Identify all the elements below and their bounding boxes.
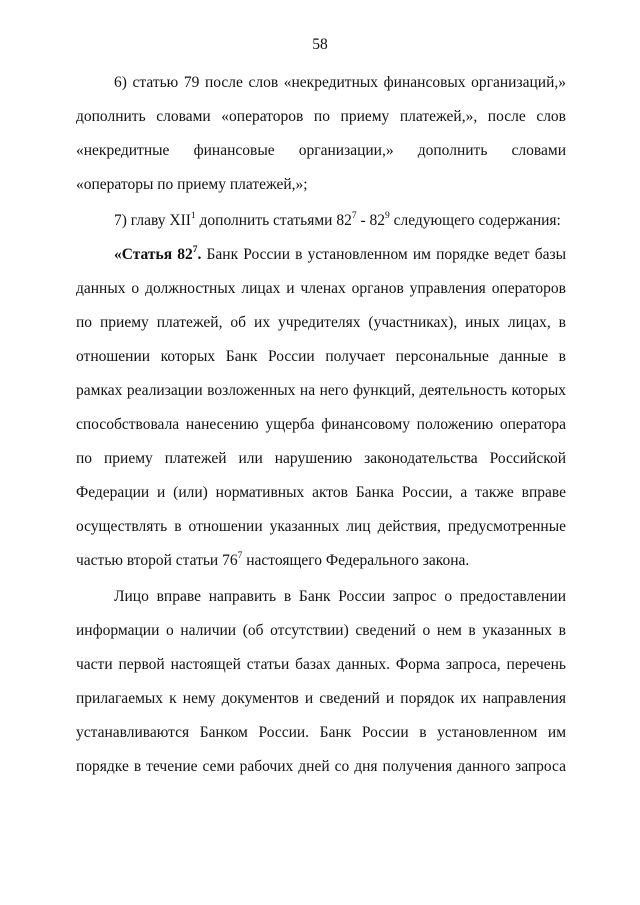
article-title-superscript: 7 — [192, 244, 198, 255]
document-body — [76, 66, 566, 784]
page-number: 58 — [312, 36, 328, 53]
article-body: Банк России в установленном им порядке ведет базы данных о должностных лицах и членах органов управления операторов по приему платежей, об их учредителях (участниках), иных лицах, в отношении которых Банк России получает персональные данные в рамках реализации возложенных на него функций, деятельность которых способствовала нанесению ущерба финансовому положению оператора по приему платежей или нарушению законодательства Российской Федерации и (или) нормативных актов Банка России, а также вправе осуществлять в отношении указанных лиц действия, предусмотренные частью второй статьи 76 — [76, 246, 566, 569]
article-end-superscript: 9 — [385, 210, 390, 221]
second-paragraph: Лицо вправе направить в Банк России запрос о предоставлении информации о наличии (об отсутствии) сведений о нем в указанных в части первой настоящей статьи базах данных. Форма запроса, перечень прилагаемых к нему документов и сведений и порядок их направления устанавливаются Банком России. Банк России в установленном им порядке в течение семи рабочих дней со дня получения данного запроса — [76, 588, 566, 775]
item-6-paragraph: 6) статью 79 после слов «некредитных финансовых организаций,» дополнить словами «операторов по приему платежей,», после слов «некредитные финансовые организации,» дополнить словами «операторы по приему платежей,»; — [76, 74, 566, 193]
article-start-superscript: 7 — [351, 210, 357, 221]
item-7-paragraph — [76, 204, 566, 238]
item-7-text-end: следующего содержания: — [389, 212, 561, 229]
item-7-text-start: 7) главу XII — [114, 212, 191, 229]
article-title-dot: . — [197, 246, 202, 263]
article-paragraph — [76, 238, 566, 578]
article-title: Статья 82 — [121, 246, 193, 263]
article-reference-superscript: 7 — [237, 550, 243, 561]
article-open-quote: « — [114, 246, 122, 263]
item-7-text-range: - 82 — [356, 212, 385, 229]
article-body-end: настоящего Федерального закона. — [242, 552, 470, 569]
item-7-text-mid: дополнить статьями 82 — [195, 212, 352, 229]
chapter-superscript: 1 — [190, 210, 196, 221]
